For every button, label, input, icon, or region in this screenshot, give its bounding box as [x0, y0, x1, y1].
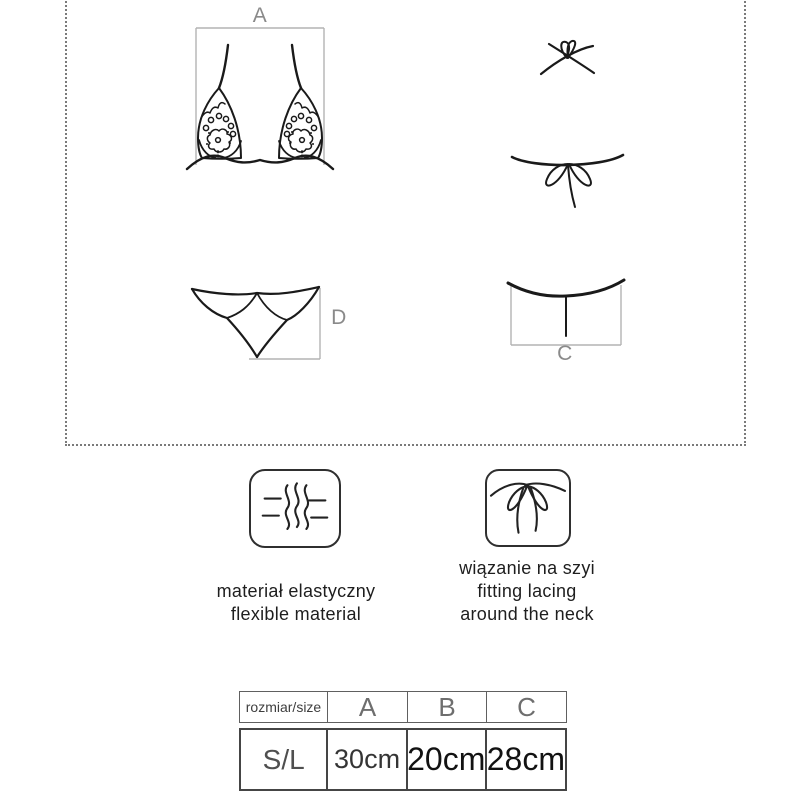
size-table-cell-b: 20cm — [408, 730, 487, 789]
size-table-header-a: A — [328, 692, 408, 722]
feature-caption-flexible-material — [186, 580, 406, 626]
dimension-label-d: D — [331, 306, 347, 329]
size-table-header-size: rozmiar/size — [240, 692, 328, 722]
caption-line: fitting lacing — [477, 581, 577, 601]
size-table-header-row — [239, 691, 567, 723]
caption-line: materiał elastyczny — [216, 581, 376, 601]
size-table-cell-a: 30cm — [328, 730, 407, 789]
dimension-label-a: A — [252, 4, 268, 27]
bikini-top-front-drawing — [185, 8, 335, 170]
caption-line: around the neck — [460, 604, 594, 624]
size-table-cell-c: 28cm — [486, 741, 565, 777]
feature-caption-neck-lacing — [417, 557, 637, 626]
panties-drawing — [183, 281, 341, 367]
caption-line: wiązanie na szyi — [459, 558, 595, 578]
neck-lacing-icon — [485, 469, 571, 547]
size-table-header-b: B — [408, 692, 487, 722]
size-table — [239, 691, 567, 791]
size-table-data-row — [239, 728, 567, 791]
elastic-material-icon — [249, 469, 341, 548]
panties-back-drawing — [500, 272, 630, 350]
bikini-top-back-drawing — [485, 35, 675, 215]
caption-line: flexible material — [230, 604, 362, 624]
size-table-cell-size: S/L — [241, 730, 328, 789]
neck-lacing-glyph — [487, 471, 569, 545]
elastic-waves-glyph — [251, 471, 339, 546]
size-table-header-c: C — [517, 691, 536, 722]
dimension-label-c: C — [557, 342, 573, 365]
